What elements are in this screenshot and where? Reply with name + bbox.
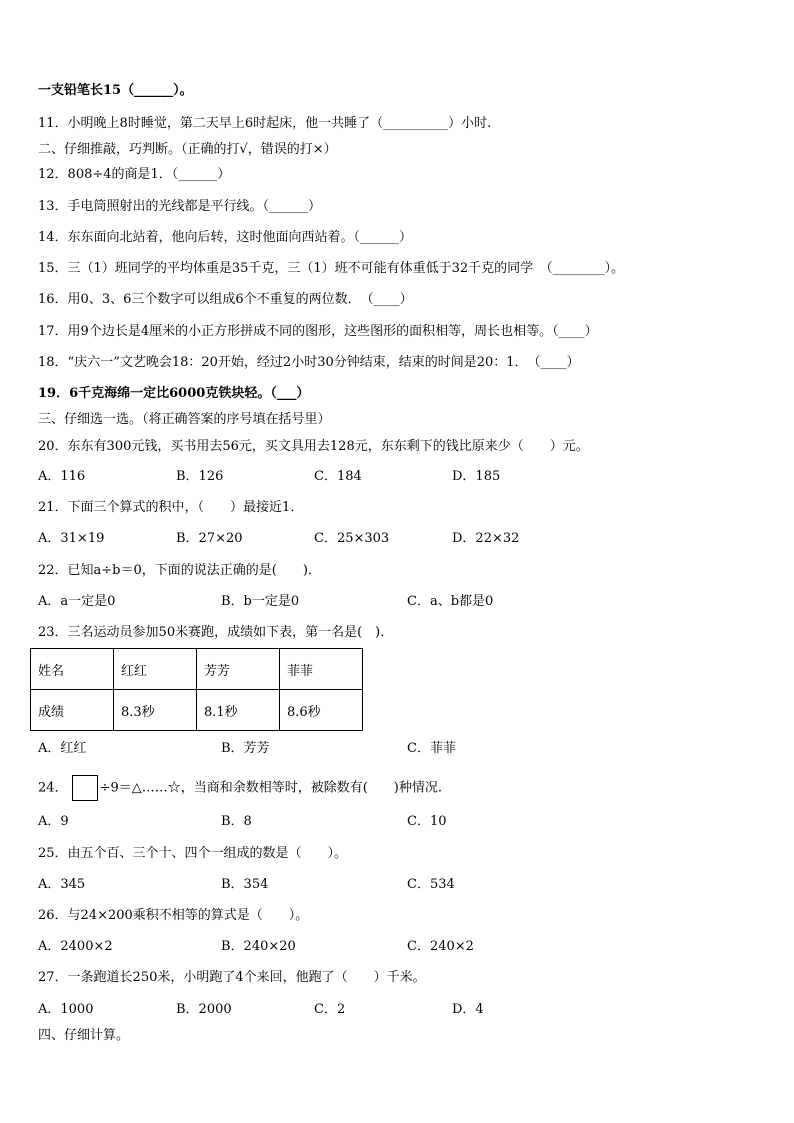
section-3-heading: 三、仔细选一选。（将正确答案的序号填在括号里） — [38, 412, 331, 427]
question-16: 16．用0、3、6三个数字可以组成6个不重复的两位数． （____） — [38, 292, 413, 307]
table-cell: 8.1秒 — [197, 690, 280, 731]
options-q25 — [38, 877, 758, 893]
options-q21 — [38, 531, 758, 547]
question-12: 12．808÷4的商是1．（______） — [38, 167, 231, 182]
option-c: C．184 — [314, 469, 362, 484]
options-q24 — [38, 814, 758, 830]
option-c: C．菲菲 — [407, 741, 456, 756]
question-24 — [38, 775, 442, 802]
section-2-heading: 二、仔细推敲，巧判断。（正确的打√，错误的打×） — [38, 142, 337, 157]
section-4-heading: 四、仔细计算。 — [38, 1028, 130, 1043]
table-cell: 8.3秒 — [114, 690, 197, 731]
table-cell: 8.6秒 — [280, 690, 363, 731]
option-a: A．1000 — [38, 1002, 94, 1017]
question-22: 22．已知a÷b＝0，下面的说法正确的是( )． — [38, 563, 321, 578]
option-a: A．31×19 — [38, 531, 105, 546]
option-a: A．红红 — [38, 741, 87, 756]
question-25: 25．由五个百、三个十、四个一组成的数是（ ）。 — [38, 846, 348, 861]
option-d: D．185 — [452, 469, 501, 484]
line-pencil: 一支铅笔长15（______）。 — [38, 83, 193, 98]
question-13: 13．手电筒照射出的光线都是平行线。（______） — [38, 199, 322, 214]
score-table — [30, 648, 363, 731]
option-a: A．2400×2 — [38, 939, 113, 954]
table-cell: 红红 — [114, 649, 197, 690]
options-q22 — [38, 594, 758, 610]
table-row — [31, 690, 363, 731]
table-cell: 菲菲 — [280, 649, 363, 690]
question-14: 14．东东面向北站着，他向后转，这时他面向西站着。（______） — [38, 230, 413, 245]
table-cell: 芳芳 — [197, 649, 280, 690]
dividend-box — [72, 775, 98, 801]
table-row — [31, 649, 363, 690]
options-q20 — [38, 469, 758, 485]
question-20: 20．东东有300元钱，买书用去56元，买文具用去128元，东东剩下的钱比原来少（ ）元。 — [38, 439, 589, 454]
option-b: B．354 — [221, 877, 269, 892]
table-cell: 姓名 — [31, 649, 114, 690]
question-27: 27．一条跑道长250米，小明跑了4个来回，他跑了（ ）千米。 — [38, 970, 426, 985]
question-18: 18．“庆六一”文艺晚会18：20开始，经过2小时30分钟结束，结束的时间是20：1． （____） — [38, 355, 580, 370]
question-11: 11．小明晚上8时睡觉，第二天早上6时起床，他一共睡了（__________）小时. — [38, 116, 492, 131]
question-24-number: 24． — [38, 780, 68, 796]
option-b: B．240×20 — [221, 939, 296, 954]
option-b: B．b一定是0 — [221, 594, 300, 609]
question-26: 26．与24×200乘积不相等的算式是（ ）。 — [38, 908, 309, 923]
table-cell: 成绩 — [31, 690, 114, 731]
option-a: A．345 — [38, 877, 86, 892]
option-b: B．芳芳 — [221, 741, 270, 756]
option-b: B．126 — [176, 469, 224, 484]
option-a: A．a一定是0 — [38, 594, 116, 609]
option-b: B．2000 — [176, 1002, 232, 1017]
option-c: C．240×2 — [407, 939, 474, 954]
option-c: C．534 — [407, 877, 455, 892]
question-24-text: ÷9＝△……☆，当商和余数相等时，被除数有( )种情况. — [99, 780, 442, 796]
option-c: C．a、b都是0 — [407, 594, 494, 609]
question-17: 17．用9个边长是4厘米的小正方形拼成不同的图形，这些图形的面积相等，周长也相等。（____） — [38, 324, 598, 339]
option-d: D．22×32 — [452, 531, 520, 546]
option-a: A．9 — [38, 814, 69, 829]
option-d: D．4 — [452, 1002, 484, 1017]
option-b: B．27×20 — [176, 531, 243, 546]
question-15: 15．三（1）班同学的平均体重是35千克，三（1）班不可能有体重低于32千克的同学 （________）。 — [38, 261, 625, 276]
option-c: C．2 — [314, 1002, 346, 1017]
options-q27 — [38, 1002, 758, 1018]
question-23: 23．三名运动员参加50米赛跑，成绩如下表，第一名是( )． — [38, 625, 394, 640]
question-21: 21．下面三个算式的积中，（ ）最接近1． — [38, 500, 304, 515]
options-q26 — [38, 939, 758, 955]
question-19: 19．6千克海绵一定比6000克铁块轻。（___） — [38, 386, 310, 401]
option-b: B．8 — [221, 814, 252, 829]
option-a: A．116 — [38, 469, 86, 484]
options-q23 — [38, 741, 758, 757]
option-c: C．25×303 — [314, 531, 390, 546]
option-c: C．10 — [407, 814, 447, 829]
